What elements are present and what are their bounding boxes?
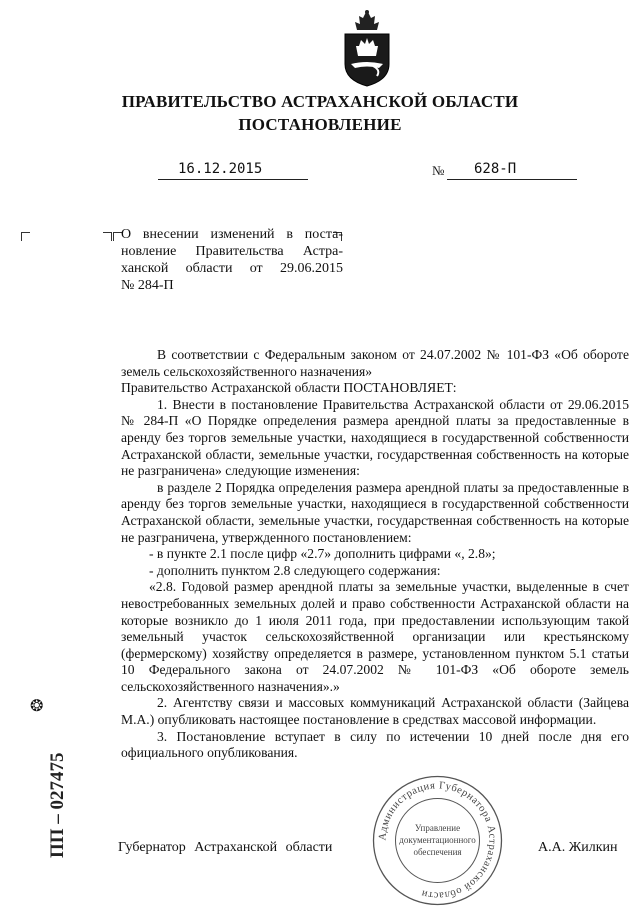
body-paragraph: 2. Агентству связи и массовых коммуникаций Астраханской области (Зайцева М.А.) опубликовать настоящее постановление в средствах массовой информации. <box>121 695 629 728</box>
body-paragraph: - дополнить пунктом 2.8 следующего содержания: <box>149 562 441 578</box>
number-underline <box>447 179 577 180</box>
body-paragraph: в разделе 2 Порядка определения размера арендной платы за предоставленные в аренду без торгов земельные участки, находящиеся в государственной собственности Астраханской области, земельные участки, государственная собственность на которые не разграничена, утвержденного постановлением: <box>121 479 629 545</box>
document-date: 16.12.2015 <box>178 161 263 177</box>
document-subject <box>121 226 343 294</box>
signer-name: А.А. Жилкин <box>538 840 618 855</box>
stamp-ring-text: Администрация Губернатора Астраханской области <box>377 780 498 901</box>
serial-number <box>33 720 73 860</box>
subject-line: новление Правительства Астра- <box>121 244 343 259</box>
stamp-center-line: Управление <box>414 823 461 833</box>
body-paragraph: 1. Внести в постановление Правительства Астраханской области от 29.06.2015 № 284-П «О Порядке определения размера арендной платы за предоставленные в аренду без торгов земельные участки, находящиеся в государственной собственности Астраханской области, земельные участки, государственная собственность на которые не разграничена» следующие изменения: <box>121 396 629 479</box>
document-type-title: ПОСТАНОВЛЕНИЕ <box>238 115 402 134</box>
date-underline <box>158 179 308 180</box>
subject-line: № 284-П <box>121 278 174 293</box>
stamp-center-line: документационного <box>399 835 476 845</box>
ornament-icon: ❂ <box>30 698 44 715</box>
coat-of-arms-emblem <box>341 8 393 88</box>
body-paragraph: 3. Постановление вступает в силу по истечении 10 дней после дня его официального опубликования. <box>121 728 629 761</box>
body-paragraph: Правительство Астраханской области ПОСТАНОВЛЯЕТ: <box>121 380 457 396</box>
body-paragraph: «2.8. Годовой размер арендной платы за земельные участки, выделенные в счет невостребованных земельных долей и право собственности Астраханской области на которые возникло до 1 июля 2011 года, при предоставлении использующим такой земельный участок сельскохозяйственной организации или крестьянскому (фермерскому) хозяйству определяется в размере, установленном пунктом 5.1 статьи 10 Федерального закона от 24.07.2002 № 101-ФЗ «Об обороте земель сельскохозяйственного назначения».» <box>121 579 629 694</box>
corner-mark-left <box>21 232 30 241</box>
organization-title: ПРАВИТЕЛЬСТВО АСТРАХАНСКОЙ ОБЛАСТИ <box>121 92 519 111</box>
signer-role: Губернатор Астраханской области <box>118 840 333 855</box>
body-paragraph: - в пункте 2.1 после цифр «2.7» дополнить цифрами «, 2.8»; <box>149 546 496 562</box>
document-number: 628-П <box>474 161 517 177</box>
official-stamp <box>370 773 505 908</box>
serial-number-text: ПП – 027475 <box>47 752 68 858</box>
body-paragraph: В соответствии с Федеральным законом от 24.07.2002 № 101-ФЗ «Об обороте земель сельскохозяйственного назначения» <box>121 347 629 379</box>
subject-line: О внесении изменений в поста- <box>121 227 343 242</box>
subject-line: ханской области от 29.06.2015 <box>121 261 343 276</box>
document-body <box>121 347 629 762</box>
number-sign: № <box>432 163 445 178</box>
corner-mark-center-left <box>103 232 112 241</box>
stamp-center-line: обеспечения <box>413 847 462 857</box>
